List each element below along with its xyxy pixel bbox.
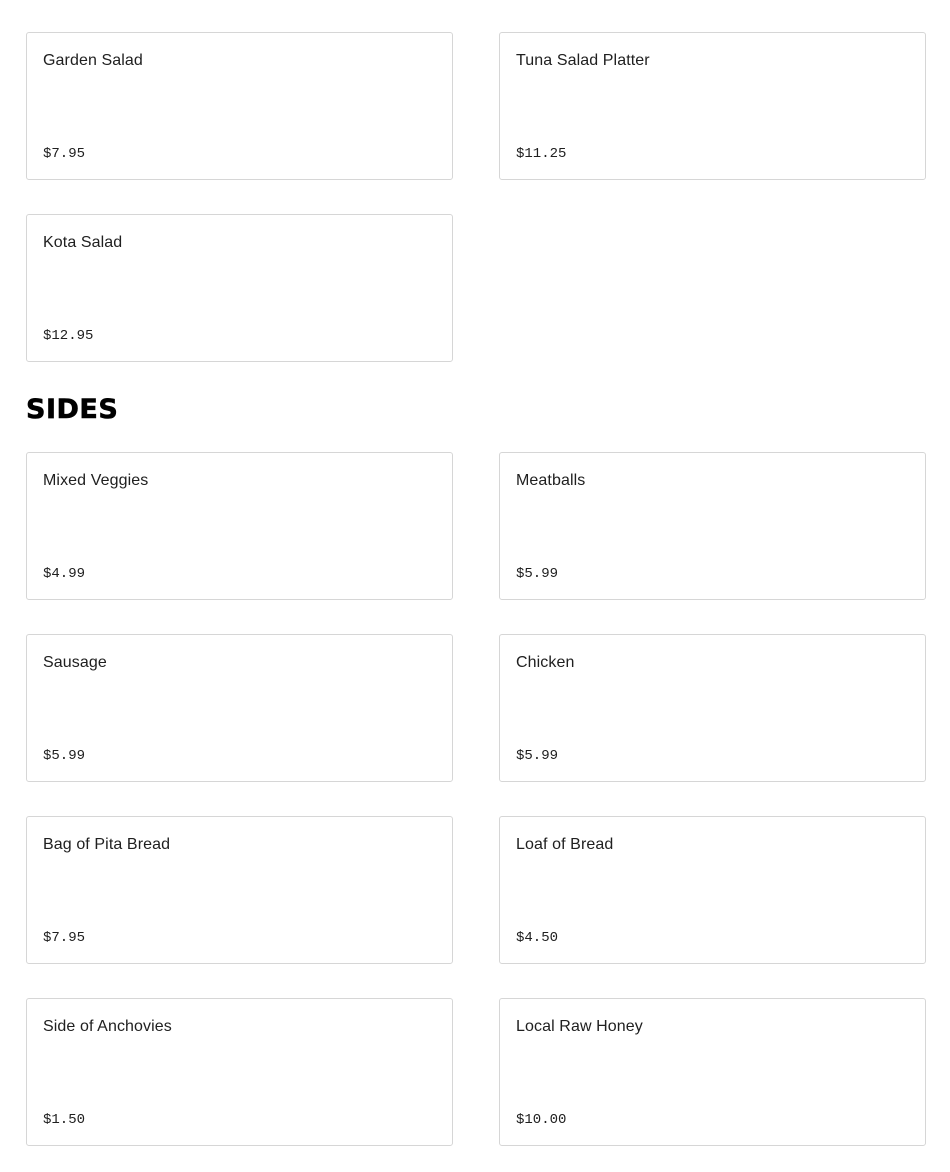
menu-item-card[interactable] — [499, 634, 926, 782]
menu-item-name: Chicken — [516, 654, 575, 671]
menu-item-card[interactable] — [26, 32, 453, 180]
menu-item-card[interactable] — [26, 214, 453, 362]
menu-item-card[interactable] — [26, 452, 453, 600]
menu-item-name: Tuna Salad Platter — [516, 52, 650, 69]
menu-item-price: $5.99 — [516, 566, 559, 582]
menu-item-name: Side of Anchovies — [43, 1018, 172, 1035]
menu-item-card[interactable] — [26, 634, 453, 782]
menu-item-card[interactable] — [499, 452, 926, 600]
menu-item-price: $4.99 — [43, 566, 86, 582]
menu-item-card[interactable] — [499, 816, 926, 964]
menu-item-name: Garden Salad — [43, 52, 143, 69]
menu-item-name: Local Raw Honey — [516, 1018, 643, 1035]
section-title-sides: SIDES — [26, 394, 119, 425]
menu-item-price: $5.99 — [43, 748, 86, 764]
menu-item-price: $7.95 — [43, 146, 86, 162]
menu-item-name: Kota Salad — [43, 234, 123, 251]
menu-item-price: $4.50 — [516, 930, 559, 946]
menu-item-price: $10.00 — [516, 1112, 567, 1128]
menu-item-price: $1.50 — [43, 1112, 86, 1128]
menu-item-card[interactable] — [26, 998, 453, 1146]
menu-item-name: Loaf of Bread — [516, 836, 614, 853]
menu-item-card[interactable] — [499, 32, 926, 180]
menu-item-name: Sausage — [43, 654, 107, 671]
menu-item-card[interactable] — [26, 816, 453, 964]
menu-item-price: $5.99 — [516, 748, 559, 764]
menu-item-price: $12.95 — [43, 328, 94, 344]
menu-item-name: Meatballs — [516, 472, 586, 489]
menu-item-name: Bag of Pita Bread — [43, 836, 171, 853]
menu-item-price: $11.25 — [516, 146, 567, 162]
menu-item-price: $7.95 — [43, 930, 86, 946]
menu-item-card[interactable] — [499, 998, 926, 1146]
menu-item-name: Mixed Veggies — [43, 472, 149, 489]
